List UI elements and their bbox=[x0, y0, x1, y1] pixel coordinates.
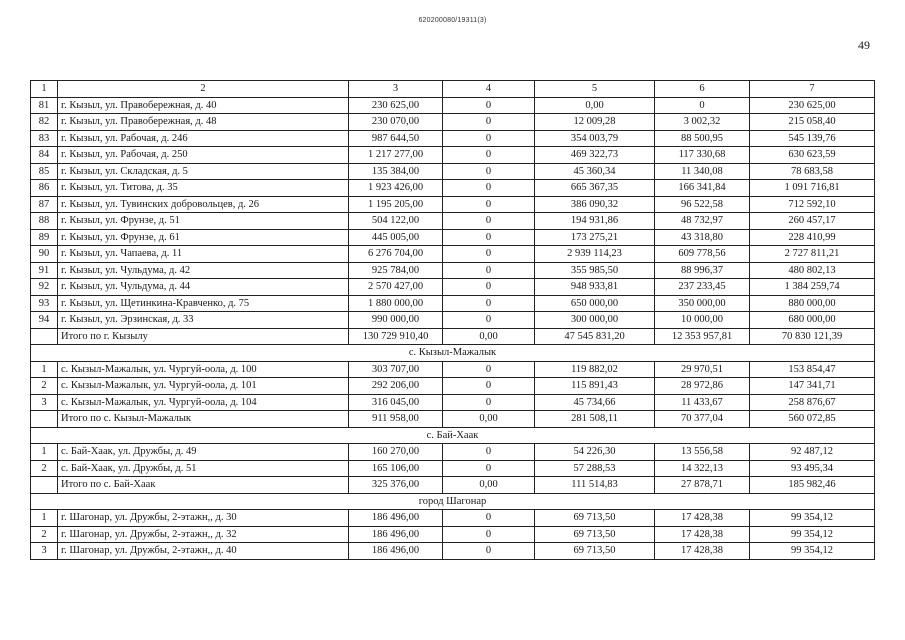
total-cost-cell: 911 958,00 bbox=[349, 411, 443, 428]
col7-cell: 560 072,85 bbox=[750, 411, 875, 428]
col7-cell: 712 592,10 bbox=[750, 196, 875, 213]
col6-cell: 14 322,13 bbox=[655, 460, 750, 477]
col4-cell: 0 bbox=[443, 130, 535, 147]
total-cost-cell: 987 644,50 bbox=[349, 130, 443, 147]
col7-cell: 99 354,12 bbox=[750, 526, 875, 543]
col4-cell: 0 bbox=[443, 312, 535, 329]
col6-cell: 12 353 957,81 bbox=[655, 328, 750, 345]
row-number-cell: 1 bbox=[31, 444, 58, 461]
registry-table bbox=[30, 80, 875, 560]
table-body bbox=[31, 97, 875, 559]
address-cell: г. Кызыл, ул. Правобережная, д. 40 bbox=[58, 97, 349, 114]
col6-cell: 166 341,84 bbox=[655, 180, 750, 197]
col7-cell: 99 354,12 bbox=[750, 510, 875, 527]
address-cell: г. Кызыл, ул. Рабочая, д. 246 bbox=[58, 130, 349, 147]
table-row bbox=[31, 147, 875, 164]
col5-cell: 281 508,11 bbox=[535, 411, 655, 428]
col6-cell: 11 340,08 bbox=[655, 163, 750, 180]
row-number-cell: 88 bbox=[31, 213, 58, 230]
address-cell: г. Кызыл, ул. Эрзинская, д. 33 bbox=[58, 312, 349, 329]
address-cell: г. Кызыл, ул. Чульдума, д. 44 bbox=[58, 279, 349, 296]
column-number: 3 bbox=[349, 81, 443, 98]
address-cell: с. Бай-Хаак, ул. Дружбы, д. 49 bbox=[58, 444, 349, 461]
col4-cell: 0 bbox=[443, 295, 535, 312]
col4-cell: 0,00 bbox=[443, 477, 535, 494]
address-cell: г. Кызыл, ул. Рабочая, д. 250 bbox=[58, 147, 349, 164]
total-row bbox=[31, 328, 875, 345]
row-number-cell: 86 bbox=[31, 180, 58, 197]
row-number-cell: 2 bbox=[31, 378, 58, 395]
address-cell: Итого по г. Кызылу bbox=[58, 328, 349, 345]
col6-cell: 10 000,00 bbox=[655, 312, 750, 329]
col6-cell: 3 002,32 bbox=[655, 114, 750, 131]
col5-cell: 665 367,35 bbox=[535, 180, 655, 197]
col7-cell: 1 091 716,81 bbox=[750, 180, 875, 197]
address-cell: г. Кызыл, ул. Чульдума, д. 42 bbox=[58, 262, 349, 279]
col5-cell: 355 985,50 bbox=[535, 262, 655, 279]
col4-cell: 0 bbox=[443, 246, 535, 263]
col4-cell: 0 bbox=[443, 444, 535, 461]
col4-cell: 0 bbox=[443, 279, 535, 296]
col5-cell: 12 009,28 bbox=[535, 114, 655, 131]
total-cost-cell: 186 496,00 bbox=[349, 526, 443, 543]
col7-cell: 70 830 121,39 bbox=[750, 328, 875, 345]
col6-cell: 27 878,71 bbox=[655, 477, 750, 494]
table-row bbox=[31, 295, 875, 312]
col4-cell: 0,00 bbox=[443, 411, 535, 428]
row-number-cell: 90 bbox=[31, 246, 58, 263]
col5-cell: 650 000,00 bbox=[535, 295, 655, 312]
col7-cell: 215 058,40 bbox=[750, 114, 875, 131]
total-row bbox=[31, 477, 875, 494]
table-row bbox=[31, 510, 875, 527]
total-cost-cell: 504 122,00 bbox=[349, 213, 443, 230]
total-cost-cell: 1 923 426,00 bbox=[349, 180, 443, 197]
col5-cell: 300 000,00 bbox=[535, 312, 655, 329]
col6-cell: 17 428,38 bbox=[655, 543, 750, 560]
total-cost-cell: 1 880 000,00 bbox=[349, 295, 443, 312]
col6-cell: 70 377,04 bbox=[655, 411, 750, 428]
total-cost-cell: 130 729 910,40 bbox=[349, 328, 443, 345]
total-cost-cell: 990 000,00 bbox=[349, 312, 443, 329]
col7-cell: 880 000,00 bbox=[750, 295, 875, 312]
col6-cell: 88 996,37 bbox=[655, 262, 750, 279]
table-row bbox=[31, 114, 875, 131]
section-title: город Шагонар bbox=[31, 493, 875, 510]
document-code: 620200080/19311(3) bbox=[418, 17, 487, 24]
col6-cell: 350 000,00 bbox=[655, 295, 750, 312]
col7-cell: 230 625,00 bbox=[750, 97, 875, 114]
total-cost-cell: 230 625,00 bbox=[349, 97, 443, 114]
col4-cell: 0 bbox=[443, 378, 535, 395]
row-number-cell: 2 bbox=[31, 460, 58, 477]
address-cell: г. Кызыл, ул. Чапаева, д. 11 bbox=[58, 246, 349, 263]
col4-cell: 0 bbox=[443, 543, 535, 560]
col7-cell: 153 854,47 bbox=[750, 361, 875, 378]
table-row bbox=[31, 361, 875, 378]
col5-cell: 69 713,50 bbox=[535, 526, 655, 543]
total-cost-cell: 165 106,00 bbox=[349, 460, 443, 477]
total-cost-cell: 186 496,00 bbox=[349, 543, 443, 560]
row-number-cell: 85 bbox=[31, 163, 58, 180]
col4-cell: 0,00 bbox=[443, 328, 535, 345]
address-cell: г. Шагонар, ул. Дружбы, 2-этажн,, д. 32 bbox=[58, 526, 349, 543]
col7-cell: 92 487,12 bbox=[750, 444, 875, 461]
section-header-row bbox=[31, 427, 875, 444]
col5-cell: 119 882,02 bbox=[535, 361, 655, 378]
table-row bbox=[31, 279, 875, 296]
total-cost-cell: 445 005,00 bbox=[349, 229, 443, 246]
col4-cell: 0 bbox=[443, 196, 535, 213]
col7-cell: 99 354,12 bbox=[750, 543, 875, 560]
col4-cell: 0 bbox=[443, 526, 535, 543]
col5-cell: 115 891,43 bbox=[535, 378, 655, 395]
col6-cell: 11 433,67 bbox=[655, 394, 750, 411]
address-cell: Итого по с. Бай-Хаак bbox=[58, 477, 349, 494]
col6-cell: 237 233,45 bbox=[655, 279, 750, 296]
col6-cell: 29 970,51 bbox=[655, 361, 750, 378]
row-number-cell: 91 bbox=[31, 262, 58, 279]
col5-cell: 57 288,53 bbox=[535, 460, 655, 477]
table-row bbox=[31, 312, 875, 329]
column-number: 5 bbox=[535, 81, 655, 98]
total-cost-cell: 160 270,00 bbox=[349, 444, 443, 461]
table-row bbox=[31, 130, 875, 147]
address-cell: Итого по с. Кызыл-Мажалык bbox=[58, 411, 349, 428]
address-cell: г. Кызыл, ул. Фрунзе, д. 51 bbox=[58, 213, 349, 230]
col5-cell: 469 322,73 bbox=[535, 147, 655, 164]
col4-cell: 0 bbox=[443, 114, 535, 131]
col6-cell: 96 522,58 bbox=[655, 196, 750, 213]
row-number-cell: 93 bbox=[31, 295, 58, 312]
col5-cell: 45 360,34 bbox=[535, 163, 655, 180]
col5-cell: 354 003,79 bbox=[535, 130, 655, 147]
col6-cell: 88 500,95 bbox=[655, 130, 750, 147]
page-number: 49 bbox=[858, 38, 870, 52]
address-cell: с. Кызыл-Мажалык, ул. Чургуй-оола, д. 100 bbox=[58, 361, 349, 378]
row-number-cell: 89 bbox=[31, 229, 58, 246]
address-cell: г. Кызыл, ул. Складская, д. 5 bbox=[58, 163, 349, 180]
table-row bbox=[31, 196, 875, 213]
table-row bbox=[31, 180, 875, 197]
address-cell: г. Кызыл, ул. Щетинкина-Кравченко, д. 75 bbox=[58, 295, 349, 312]
col5-cell: 111 514,83 bbox=[535, 477, 655, 494]
row-number-cell: 83 bbox=[31, 130, 58, 147]
row-number-cell bbox=[31, 328, 58, 345]
col6-cell: 48 732,97 bbox=[655, 213, 750, 230]
col4-cell: 0 bbox=[443, 394, 535, 411]
row-number-cell: 1 bbox=[31, 361, 58, 378]
row-number-cell: 94 bbox=[31, 312, 58, 329]
col4-cell: 0 bbox=[443, 163, 535, 180]
row-number-cell: 87 bbox=[31, 196, 58, 213]
table-row bbox=[31, 213, 875, 230]
table-row bbox=[31, 543, 875, 560]
total-cost-cell: 230 070,00 bbox=[349, 114, 443, 131]
col4-cell: 0 bbox=[443, 229, 535, 246]
col4-cell: 0 bbox=[443, 97, 535, 114]
col7-cell: 147 341,71 bbox=[750, 378, 875, 395]
col4-cell: 0 bbox=[443, 361, 535, 378]
table-header bbox=[31, 81, 875, 98]
col5-cell: 47 545 831,20 bbox=[535, 328, 655, 345]
col6-cell: 17 428,38 bbox=[655, 526, 750, 543]
col7-cell: 545 139,76 bbox=[750, 130, 875, 147]
col4-cell: 0 bbox=[443, 180, 535, 197]
col6-cell: 28 972,86 bbox=[655, 378, 750, 395]
col7-cell: 78 683,58 bbox=[750, 163, 875, 180]
col5-cell: 194 931,86 bbox=[535, 213, 655, 230]
total-cost-cell: 2 570 427,00 bbox=[349, 279, 443, 296]
total-cost-cell: 135 384,00 bbox=[349, 163, 443, 180]
section-header-row bbox=[31, 345, 875, 362]
table-row bbox=[31, 246, 875, 263]
row-number-cell: 82 bbox=[31, 114, 58, 131]
address-cell: с. Кызыл-Мажалык, ул. Чургуй-оола, д. 104 bbox=[58, 394, 349, 411]
address-cell: с. Кызыл-Мажалык, ул. Чургуй-оола, д. 101 bbox=[58, 378, 349, 395]
section-header-row bbox=[31, 493, 875, 510]
col5-cell: 948 933,81 bbox=[535, 279, 655, 296]
table-row bbox=[31, 163, 875, 180]
table-row bbox=[31, 526, 875, 543]
address-cell: г. Кызыл, ул. Титова, д. 35 bbox=[58, 180, 349, 197]
col6-cell: 0 bbox=[655, 97, 750, 114]
col4-cell: 0 bbox=[443, 460, 535, 477]
col6-cell: 13 556,58 bbox=[655, 444, 750, 461]
row-number-cell: 92 bbox=[31, 279, 58, 296]
col7-cell: 185 982,46 bbox=[750, 477, 875, 494]
col5-cell: 0,00 bbox=[535, 97, 655, 114]
row-number-cell: 3 bbox=[31, 394, 58, 411]
row-number-cell bbox=[31, 477, 58, 494]
col7-cell: 680 000,00 bbox=[750, 312, 875, 329]
col5-cell: 2 939 114,23 bbox=[535, 246, 655, 263]
col7-cell: 258 876,67 bbox=[750, 394, 875, 411]
col6-cell: 609 778,56 bbox=[655, 246, 750, 263]
table-row bbox=[31, 97, 875, 114]
column-number: 7 bbox=[750, 81, 875, 98]
address-cell: г. Кызыл, ул. Фрунзе, д. 61 bbox=[58, 229, 349, 246]
section-title: с. Кызыл-Мажалык bbox=[31, 345, 875, 362]
table-row bbox=[31, 262, 875, 279]
col4-cell: 0 bbox=[443, 147, 535, 164]
address-cell: г. Кызыл, ул. Тувинских добровольцев, д. 26 bbox=[58, 196, 349, 213]
row-number-cell: 1 bbox=[31, 510, 58, 527]
column-number: 4 bbox=[443, 81, 535, 98]
address-cell: г. Шагонар, ул. Дружбы, 2-этажн,, д. 40 bbox=[58, 543, 349, 560]
column-number-row bbox=[31, 81, 875, 98]
col7-cell: 93 495,34 bbox=[750, 460, 875, 477]
col5-cell: 386 090,32 bbox=[535, 196, 655, 213]
total-cost-cell: 186 496,00 bbox=[349, 510, 443, 527]
row-number-cell: 84 bbox=[31, 147, 58, 164]
row-number-cell bbox=[31, 411, 58, 428]
col7-cell: 260 457,17 bbox=[750, 213, 875, 230]
col5-cell: 45 734,66 bbox=[535, 394, 655, 411]
col7-cell: 480 802,13 bbox=[750, 262, 875, 279]
row-number-cell: 2 bbox=[31, 526, 58, 543]
total-row bbox=[31, 411, 875, 428]
table-row bbox=[31, 444, 875, 461]
section-title: с. Бай-Хаак bbox=[31, 427, 875, 444]
col5-cell: 173 275,21 bbox=[535, 229, 655, 246]
col5-cell: 69 713,50 bbox=[535, 543, 655, 560]
address-cell: г. Шагонар, ул. Дружбы, 2-этажн,, д. 30 bbox=[58, 510, 349, 527]
total-cost-cell: 303 707,00 bbox=[349, 361, 443, 378]
col5-cell: 69 713,50 bbox=[535, 510, 655, 527]
total-cost-cell: 925 784,00 bbox=[349, 262, 443, 279]
col7-cell: 630 623,59 bbox=[750, 147, 875, 164]
column-number: 2 bbox=[58, 81, 349, 98]
row-number-cell: 81 bbox=[31, 97, 58, 114]
col7-cell: 2 727 811,21 bbox=[750, 246, 875, 263]
address-cell: с. Бай-Хаак, ул. Дружбы, д. 51 bbox=[58, 460, 349, 477]
col7-cell: 228 410,99 bbox=[750, 229, 875, 246]
table-row bbox=[31, 460, 875, 477]
col6-cell: 17 428,38 bbox=[655, 510, 750, 527]
col4-cell: 0 bbox=[443, 262, 535, 279]
table-row bbox=[31, 229, 875, 246]
col6-cell: 117 330,68 bbox=[655, 147, 750, 164]
total-cost-cell: 1 195 205,00 bbox=[349, 196, 443, 213]
col5-cell: 54 226,30 bbox=[535, 444, 655, 461]
column-number: 1 bbox=[31, 81, 58, 98]
column-number: 6 bbox=[655, 81, 750, 98]
address-cell: г. Кызыл, ул. Правобережная, д. 48 bbox=[58, 114, 349, 131]
table-row bbox=[31, 378, 875, 395]
col4-cell: 0 bbox=[443, 510, 535, 527]
table-row bbox=[31, 394, 875, 411]
col6-cell: 43 318,80 bbox=[655, 229, 750, 246]
total-cost-cell: 1 217 277,00 bbox=[349, 147, 443, 164]
col4-cell: 0 bbox=[443, 213, 535, 230]
total-cost-cell: 325 376,00 bbox=[349, 477, 443, 494]
row-number-cell: 3 bbox=[31, 543, 58, 560]
total-cost-cell: 316 045,00 bbox=[349, 394, 443, 411]
total-cost-cell: 6 276 704,00 bbox=[349, 246, 443, 263]
col7-cell: 1 384 259,74 bbox=[750, 279, 875, 296]
total-cost-cell: 292 206,00 bbox=[349, 378, 443, 395]
